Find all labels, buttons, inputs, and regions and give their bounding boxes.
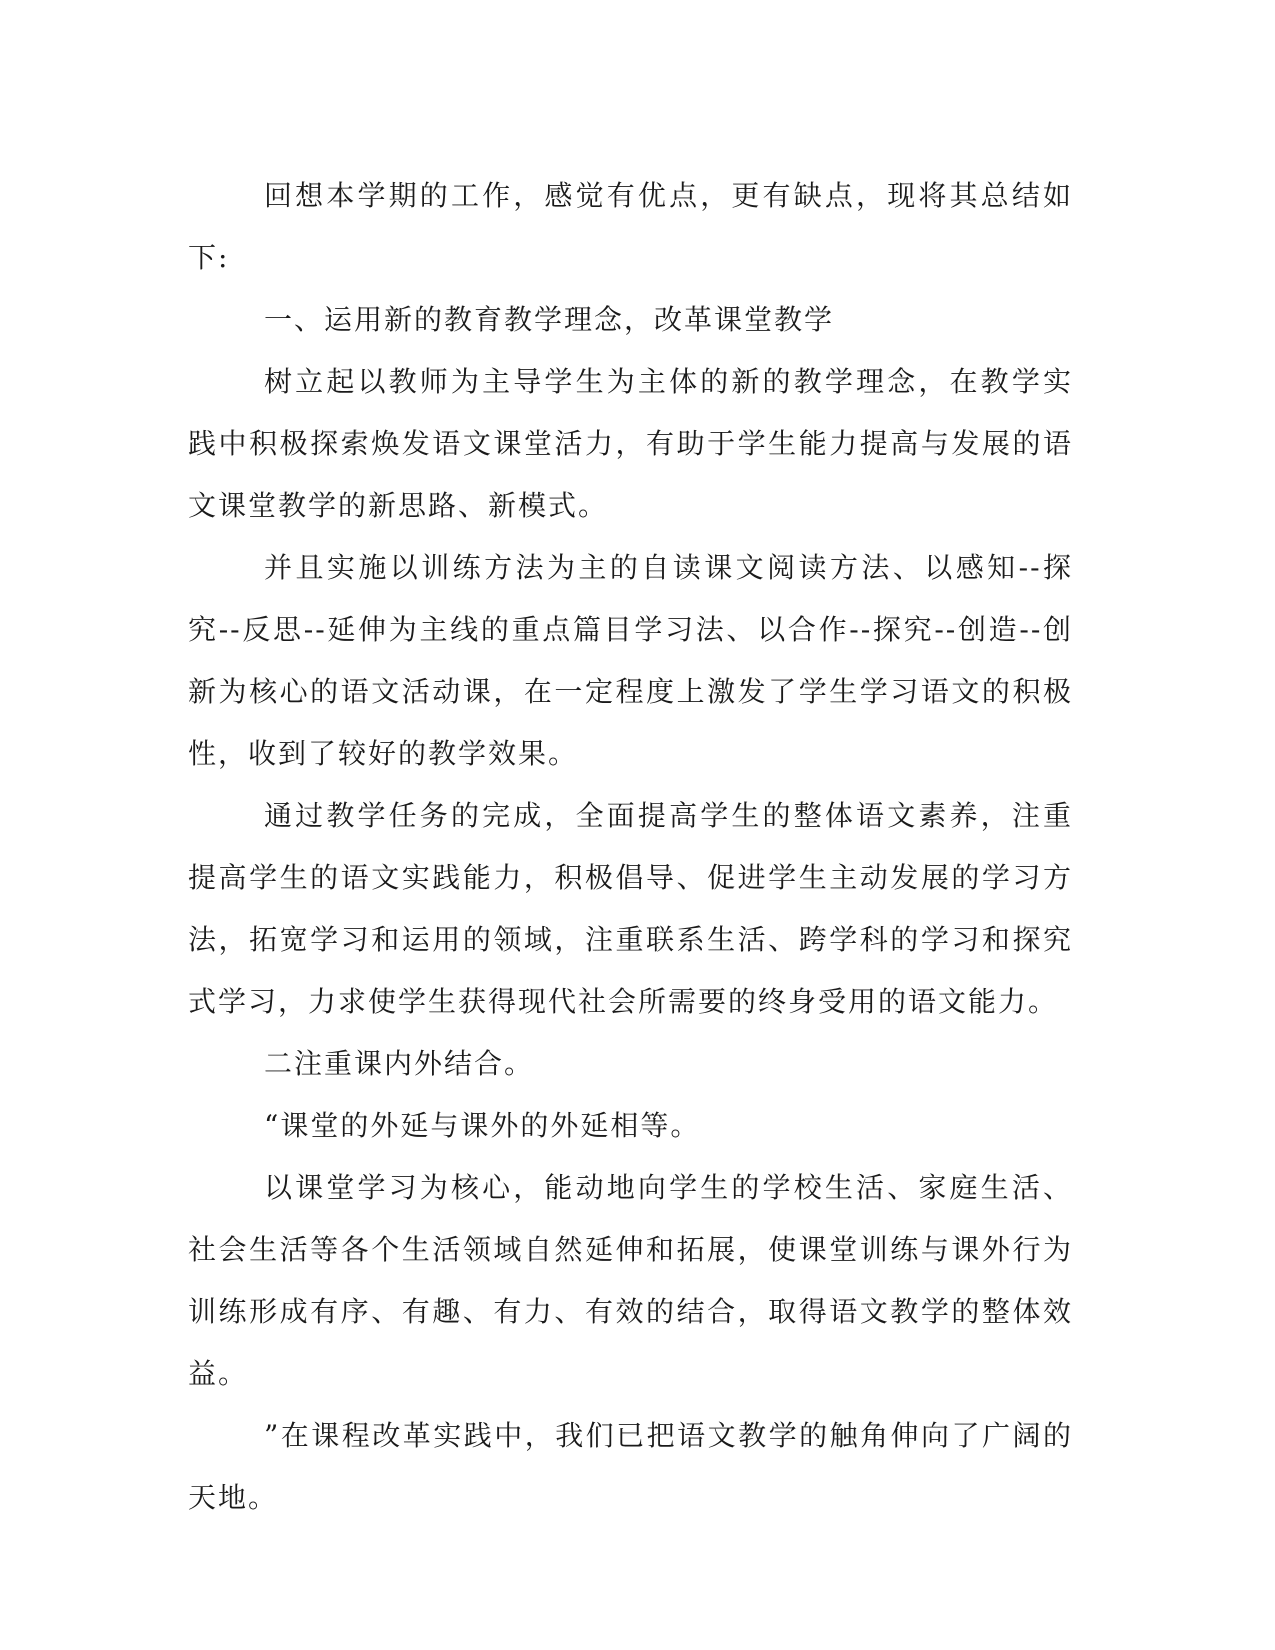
paragraph-reading-methods: 并且实施以训练方法为主的自读课文阅读方法、以感知--探究--反思--延伸为主线的重点篇目学习法、以合作--探究--创造--创新为核心的语文活动课，在一定程度上激发了学生学习语文的积极性，收到了较好的教学效果。: [188, 551, 1073, 770]
heading-section-2: 二注重课内外结合。: [264, 1047, 535, 1080]
document-body: [188, 165, 1073, 1529]
heading-section-1: 一、运用新的教育教学理念，改革课堂教学: [264, 303, 835, 336]
paragraph-classroom-extension: 以课堂学习为核心，能动地向学生的学校生活、家庭生活、社会生活等各个生活领域自然延伸和拓展，使课堂训练与课外行为训练形成有序、有趣、有力、有效的结合，取得语文教学的整体效益。: [188, 1171, 1073, 1390]
paragraph-teaching-concept: 树立起以教师为主导学生为主体的新的教学理念，在教学实践中积极探索焕发语文课堂活力，有助于学生能力提高与发展的语文课堂教学的新思路、新模式。: [188, 365, 1073, 522]
paragraph-literacy-goals: 通过教学任务的完成，全面提高学生的整体语文素养，注重提高学生的语文实践能力，积极倡导、促进学生主动发展的学习方法，拓宽学习和运用的领域，注重联系生活、跨学科的学习和探究式学习，力求使学生获得现代社会所需要的终身受用的语文能力。: [188, 799, 1073, 1018]
paragraph-intro: 回想本学期的工作，感觉有优点，更有缺点，现将其总结如下:: [188, 179, 1073, 274]
paragraph-curriculum-reform: ”在课程改革实践中，我们已把语文教学的触角伸向了广阔的天地。: [188, 1419, 1073, 1514]
paragraph-quote-start: “课堂的外延与课外的外延相等。: [264, 1109, 701, 1142]
